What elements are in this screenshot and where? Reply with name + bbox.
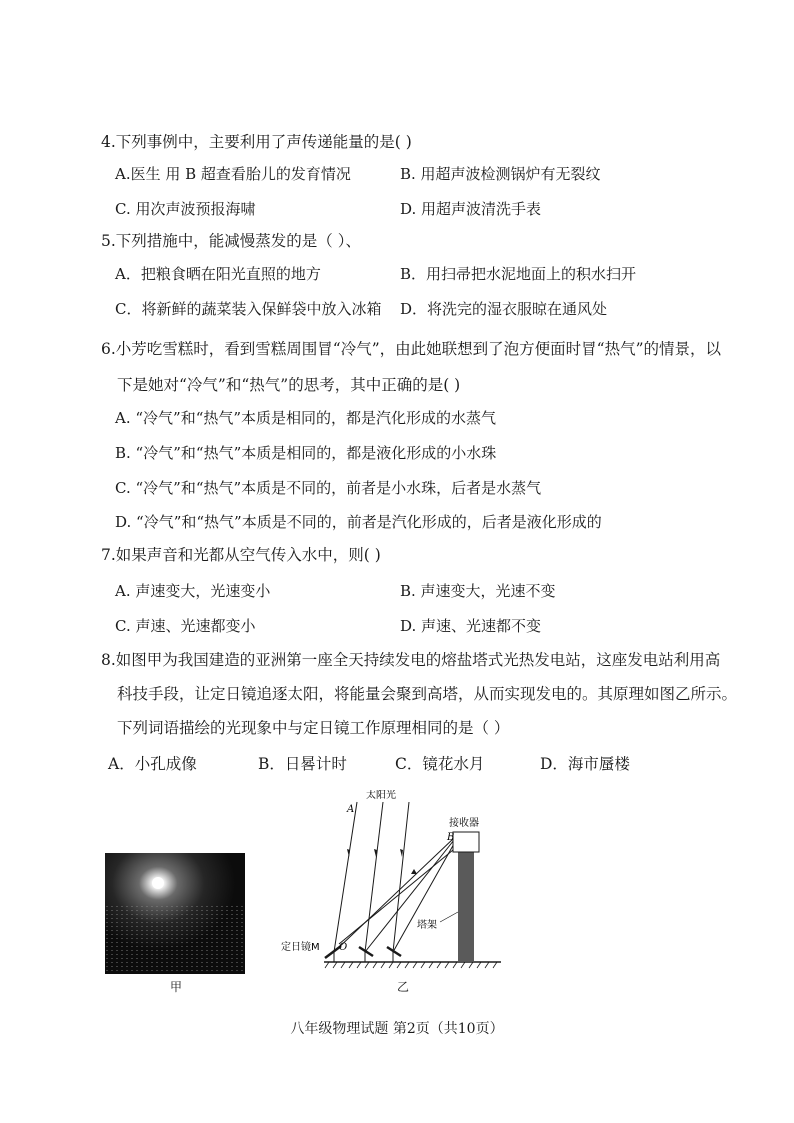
question-5-stem: 5.下列措施中，能减慢蒸发的是（ ）、 xyxy=(101,232,361,250)
question-6-option-b: B. “冷气”和“热气”本质是相同的，都是液化形成的小水珠 xyxy=(115,444,497,462)
question-6-stem-continued: 下是她对“冷气”和“热气”的思考，其中正确的是( ) xyxy=(117,376,461,394)
question-8-stem-continued-1: 科技手段，让定日镜追逐太阳，将能量会聚到高塔，从而实现发电的。其原理如图乙所示。 xyxy=(117,685,738,703)
question-5-option-c: C．将新鲜的蔬菜装入保鲜袋中放入冰箱 xyxy=(115,300,382,318)
question-8-option-b: B．日晷计时 xyxy=(258,755,347,773)
question-8-option-c: C．镜花水月 xyxy=(395,755,485,773)
question-4-option-c: C. 用次声波预报海啸 xyxy=(115,200,256,218)
photo-caption: 甲 xyxy=(170,980,183,994)
sunlight-label: 太阳光 xyxy=(366,790,396,801)
question-5-option-a: A．把粮食晒在阳光直照的地方 xyxy=(115,265,321,283)
question-6-stem: 6.小芳吃雪糕时，看到雪糕周围冒“冷气”，由此她联想到了泡方便面时冒“热气”的情景，以 xyxy=(101,340,721,358)
point-b-label: B xyxy=(447,832,455,843)
question-7-option-d: D. 声速、光速都不变 xyxy=(400,617,542,635)
question-6-option-d: D. “冷气”和“热气”本质是不同的，前者是汽化形成的，后者是液化形成的 xyxy=(115,513,602,531)
solar-station-photo xyxy=(105,853,245,974)
question-4-option-d: D. 用超声波清洗手表 xyxy=(400,200,542,218)
question-4-stem: 4.下列事例中，主要利用了声传递能量的是( ) xyxy=(101,133,412,151)
page-footer: 八年级物理试题 第2页（共10页） xyxy=(290,1021,504,1037)
point-o-label: O xyxy=(339,942,348,953)
question-8-option-a: A．小孔成像 xyxy=(108,755,197,773)
question-7-stem: 7.如果声音和光都从空气传入水中，则( ) xyxy=(101,546,381,564)
tower-label: 塔架 xyxy=(417,920,437,931)
question-6-option-c: C. “冷气”和“热气”本质是不同的，前者是小水珠，后者是水蒸气 xyxy=(115,479,542,497)
ray-a-label: A xyxy=(347,804,355,815)
question-4-option-b: B. 用超声波检测锅炉有无裂纹 xyxy=(400,165,601,183)
heliostat-diagram xyxy=(277,790,507,990)
question-8-stem-continued-2: 下列词语描绘的光现象中与定日镜工作原理相同的是（ ） xyxy=(117,719,510,737)
question-5-option-b: B．用扫帚把水泥地面上的积水扫开 xyxy=(400,265,637,283)
question-4-option-a: A.医生 用 B 超查看胎儿的发育情况 xyxy=(115,165,351,183)
question-8-option-d: D．海市蜃楼 xyxy=(540,755,630,773)
question-5-option-d: D．将洗完的湿衣服晾在通风处 xyxy=(400,300,608,318)
question-8-stem: 8.如图甲为我国建造的亚洲第一座全天持续发电的熔盐塔式光热发电站，这座发电站利用高 xyxy=(101,651,721,669)
mirror-label: 定日镜M xyxy=(281,942,320,953)
receiver-label: 接收器 xyxy=(449,818,479,829)
question-7-option-b: B. 声速变大，光速不变 xyxy=(400,582,556,600)
diagram-caption: 乙 xyxy=(397,980,410,994)
question-7-option-a: A. 声速变大，光速变小 xyxy=(115,582,271,600)
question-6-option-a: A. “冷气”和“热气”本质是相同的，都是汽化形成的水蒸气 xyxy=(115,409,497,427)
question-7-option-c: C. 声速、光速都变小 xyxy=(115,617,256,635)
